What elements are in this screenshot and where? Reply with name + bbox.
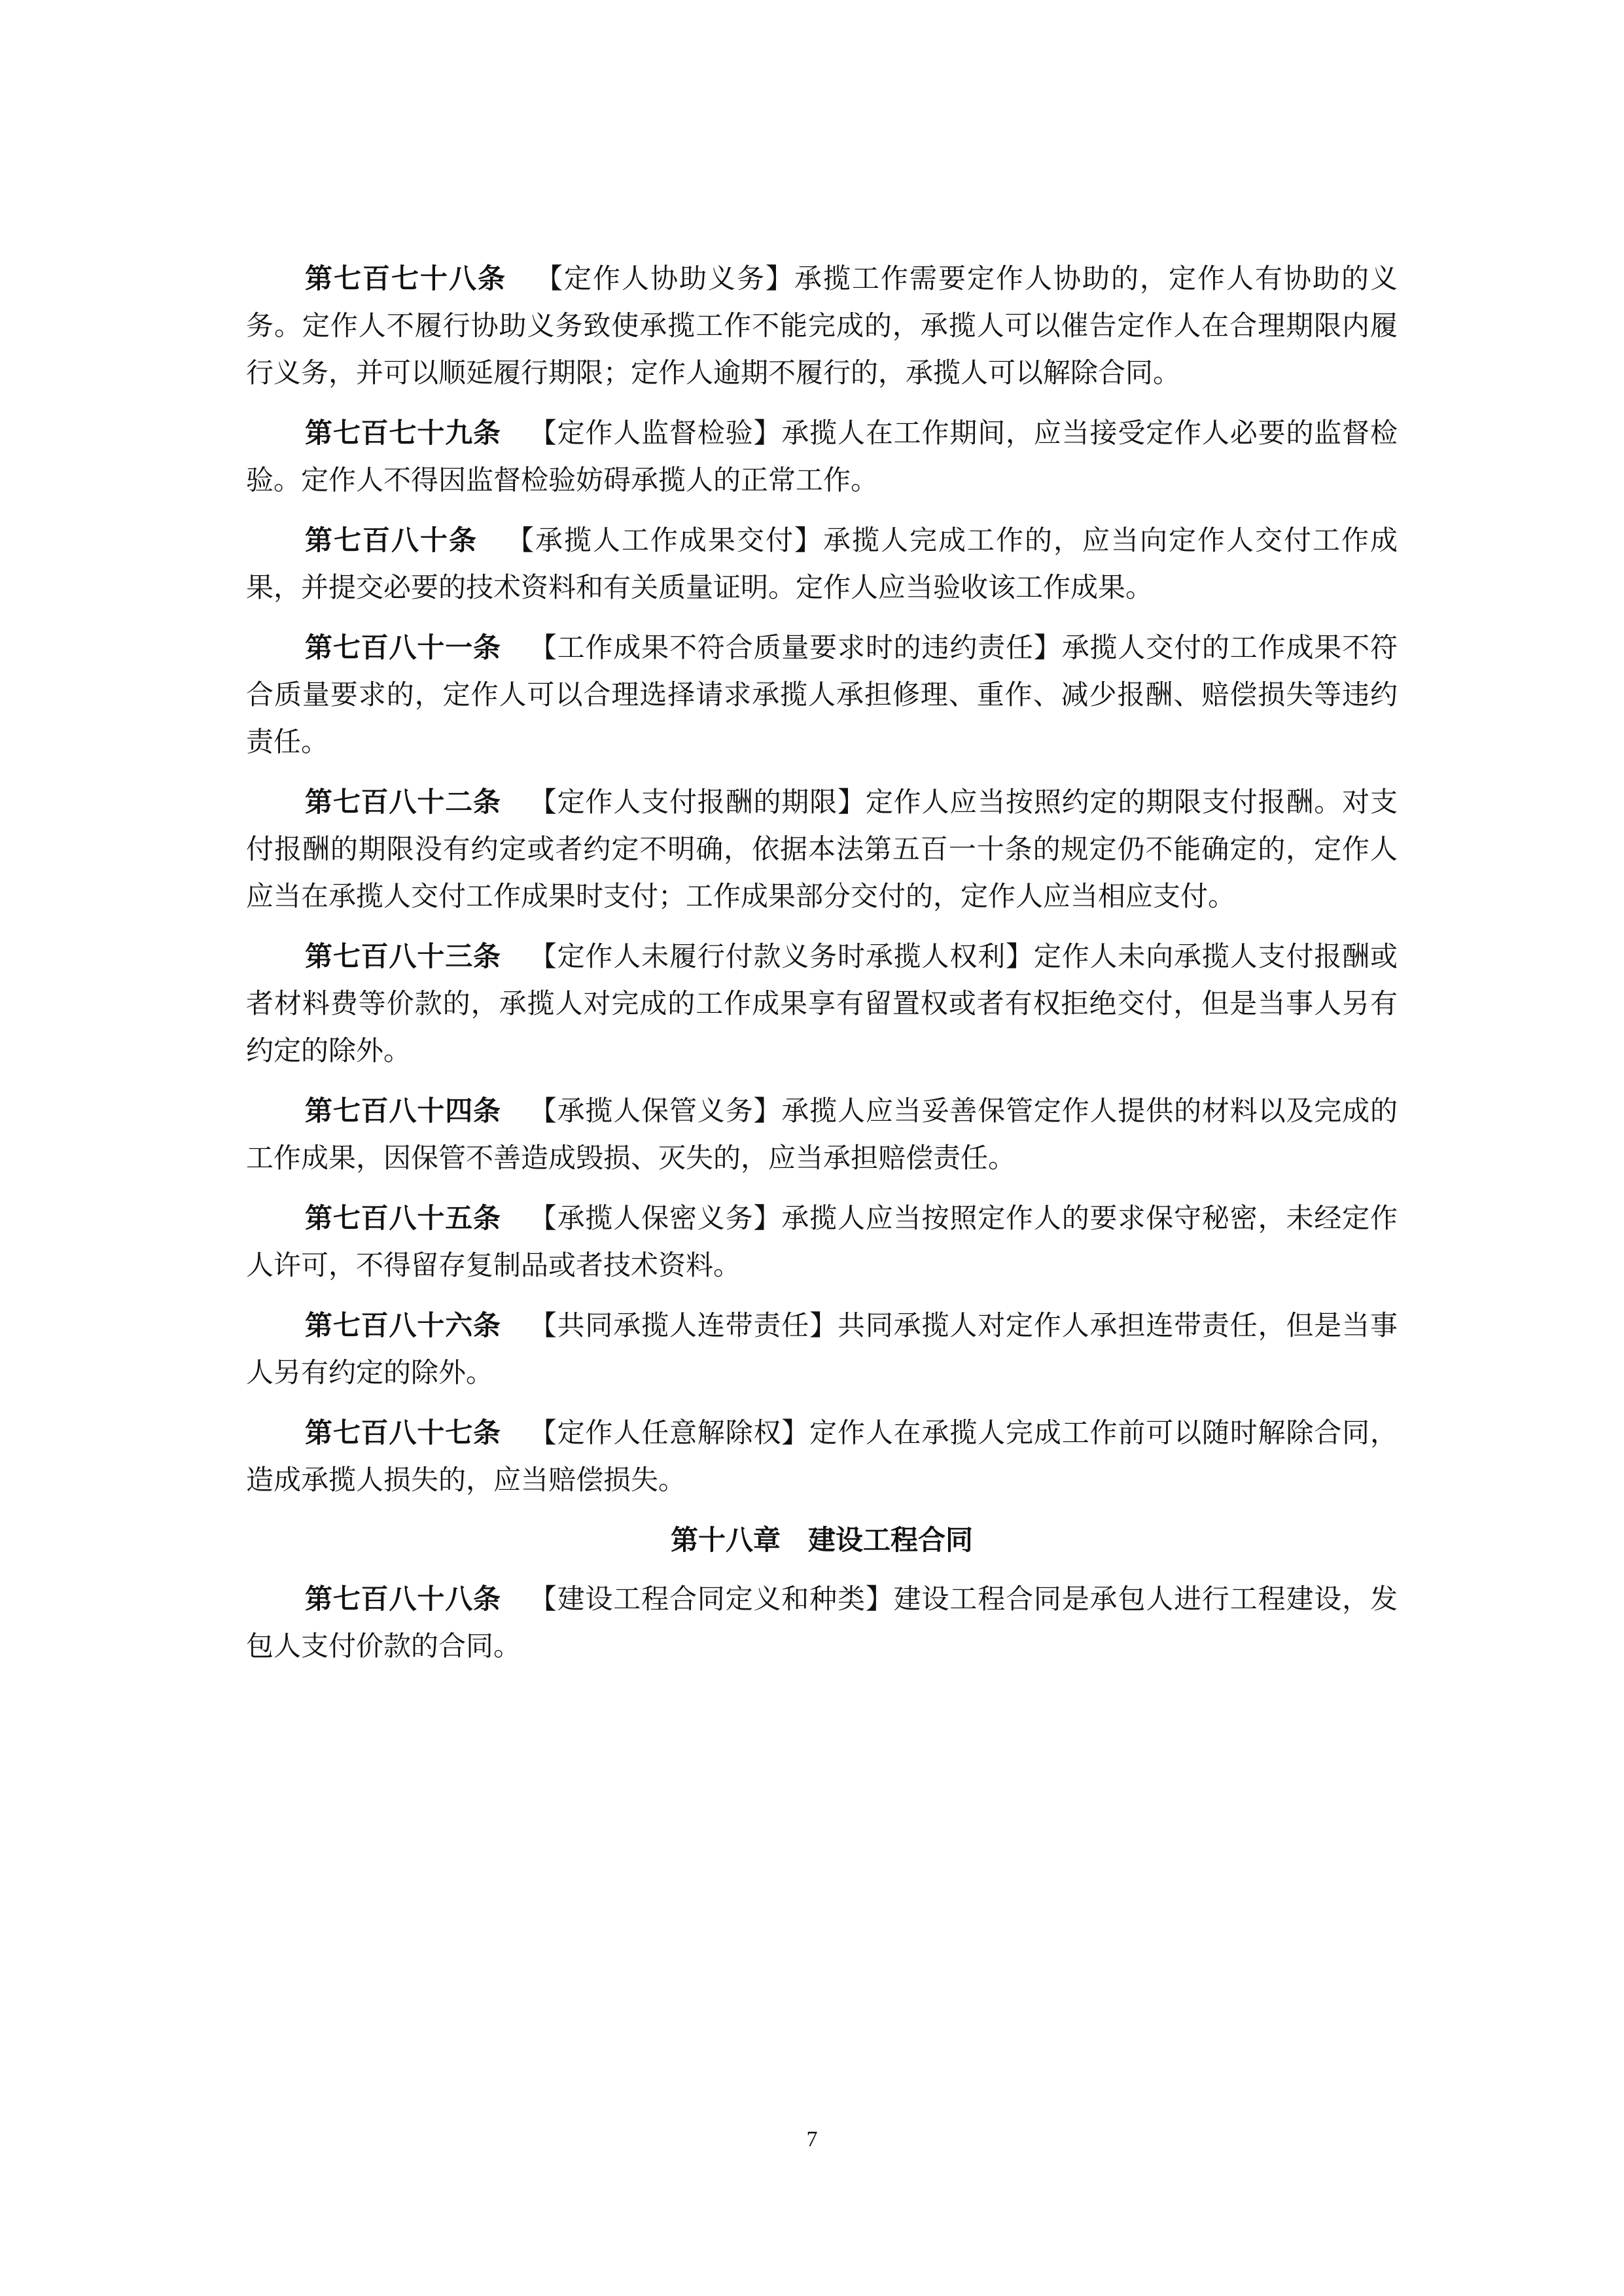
article-number: 第七百八十八条 [305, 1583, 501, 1615]
article-778 [246, 255, 1398, 397]
article-781 [246, 624, 1398, 766]
article-number: 第七百八十七条 [305, 1417, 501, 1449]
article-number: 第七百八十一条 [305, 631, 501, 663]
page-number: 7 [806, 2127, 818, 2151]
article-number: 第七百八十二条 [305, 786, 501, 818]
article-text: 【定作人监督检验】承揽人在工作期间，应当接受定作人必要的监督检验。定作人不得因监督检验妨碍承揽人的正常工作。 [246, 417, 1398, 496]
document-body [246, 255, 1398, 1683]
article-text: 【工作成果不符合质量要求时的违约责任】承揽人交付的工作成果不符合质量要求的，定作人可以合理选择请求承揽人承担修理、重作、减少报酬、赔偿损失等违约责任。 [246, 631, 1398, 758]
article-787 [246, 1409, 1398, 1504]
article-786 [246, 1302, 1398, 1396]
article-text: 【定作人未履行付款义务时承揽人权利】定作人未向承揽人支付报酬或者材料费等价款的，承揽人对完成的工作成果享有留置权或者有权拒绝交付，但是当事人另有约定的除外。 [246, 940, 1398, 1067]
article-number: 第七百八十条 [305, 524, 478, 556]
article-number: 第七百七十八条 [305, 262, 506, 294]
article-text: 【共同承揽人连带责任】共同承揽人对定作人承担连带责任，但是当事人另有约定的除外。 [246, 1309, 1398, 1388]
article-text: 【定作人支付报酬的期限】定作人应当按照约定的期限支付报酬。对支付报酬的期限没有约定或者约定不明确，依据本法第五百一十条的规定仍不能确定的，定作人应当在承揽人交付工作成果时支付；工作成果部分交付的，定作人应当相应支付。 [246, 786, 1398, 912]
article-785 [246, 1195, 1398, 1289]
article-number: 第七百八十四条 [305, 1095, 501, 1127]
article-text: 【定作人任意解除权】定作人在承揽人完成工作前可以随时解除合同，造成承揽人损失的，应当赔偿损失。 [246, 1417, 1398, 1496]
article-number: 第七百八十三条 [305, 940, 501, 972]
article-number: 第七百八十五条 [305, 1202, 501, 1234]
article-text: 【定作人协助义务】承揽工作需要定作人协助的，定作人有协助的义务。定作人不履行协助义务致使承揽工作不能完成的，承揽人可以催告定作人在合理期限内履行义务，并可以顺延履行期限；定作人逾期不履行的，承揽人可以解除合同。 [246, 262, 1398, 389]
article-788 [246, 1576, 1398, 1670]
chapter-title: 第十八章 建设工程合同 [670, 1524, 973, 1556]
article-text: 【承揽人工作成果交付】承揽人完成工作的，应当向定作人交付工作成果，并提交必要的技术资料和有关质量证明。定作人应当验收该工作成果。 [246, 524, 1398, 603]
article-number: 第七百七十九条 [305, 417, 501, 449]
article-783 [246, 933, 1398, 1074]
article-782 [246, 779, 1398, 920]
article-779 [246, 410, 1398, 504]
article-number: 第七百八十六条 [305, 1309, 501, 1341]
article-780 [246, 517, 1398, 611]
article-text: 【建设工程合同定义和种类】建设工程合同是承包人进行工程建设，发包人支付价款的合同。 [246, 1583, 1398, 1662]
article-text: 【承揽人保管义务】承揽人应当妥善保管定作人提供的材料以及完成的工作成果，因保管不善造成毁损、灭失的，应当承担赔偿责任。 [246, 1095, 1398, 1174]
article-784 [246, 1087, 1398, 1182]
article-text: 【承揽人保密义务】承揽人应当按照定作人的要求保守秘密，未经定作人许可，不得留存复制品或者技术资料。 [246, 1202, 1398, 1281]
